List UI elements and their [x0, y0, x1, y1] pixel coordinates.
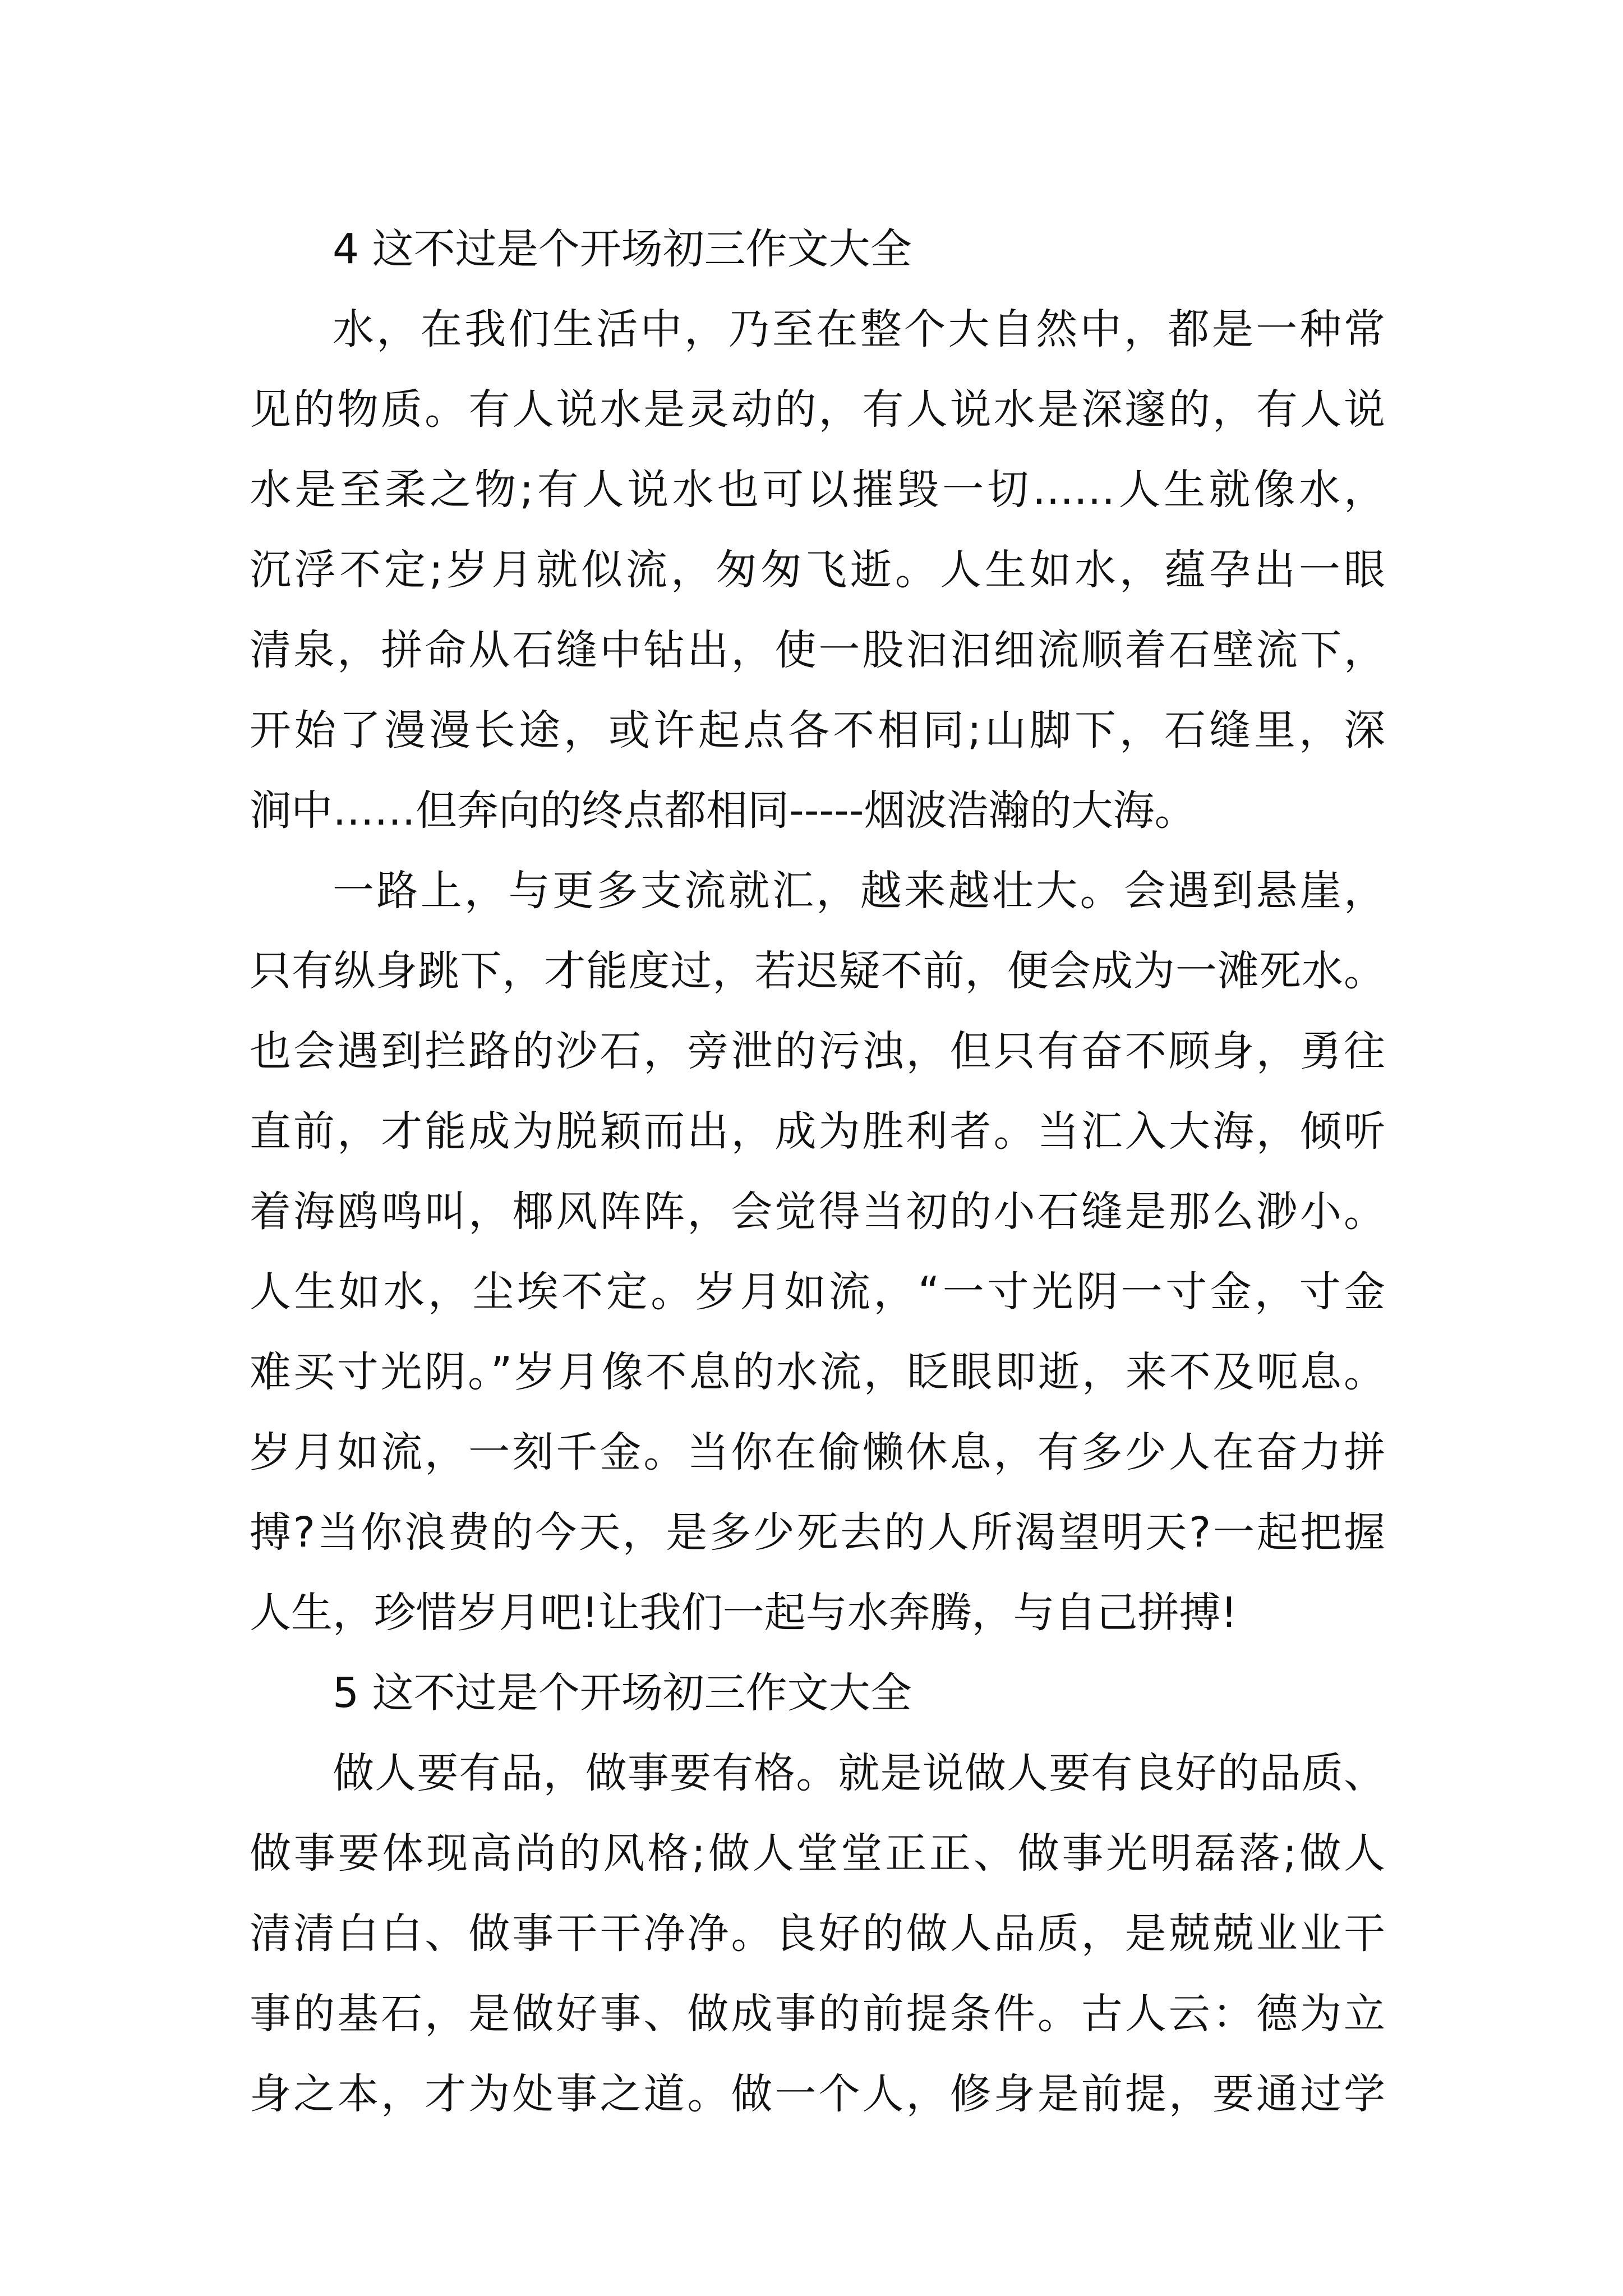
- text-line: 人生如水，尘埃不定。岁月如流，“一寸光阴一寸金，寸金: [250, 1268, 1385, 1316]
- text-line: 只有纵身跳下，才能度过，若迟疑不前，便会成为一滩死水。: [250, 947, 1385, 995]
- text-line: 也会遇到拦路的沙石，旁泄的污浊，但只有奋不顾身，勇往: [250, 1027, 1385, 1075]
- text-line: 搏?当你浪费的今天，是多少死去的人所渴望明天?一起把握: [250, 1508, 1385, 1557]
- text-line: 水是至柔之物;有人说水也可以摧毁一切……人生就像水，: [250, 466, 1385, 514]
- text-line: 涧中……但奔向的终点都相同-----烟波浩瀚的大海。: [250, 786, 1196, 835]
- text-line: 直前，才能成为脱颖而出，成为胜利者。当汇入大海，倾听: [250, 1107, 1385, 1156]
- text-line: 清泉，拼命从石缝中钻出，使一股汩汩细流顺着石壁流下，: [250, 626, 1385, 674]
- paragraph-first-line: 4 这不过是个开场初三作文大全: [333, 225, 912, 273]
- text-line: 难买寸光阴。”岁月像不息的水流，眨眼即逝，来不及呃息。: [250, 1348, 1385, 1396]
- text-line: 人生，珍惜岁月吧!让我们一起与水奔腾，与自己拼搏!: [250, 1589, 1238, 1637]
- paragraph-first-line: 一路上，与更多支流就汇，越来越壮大。会遇到悬崖，: [333, 867, 1385, 915]
- paragraph-first-line: 水，在我们生活中，乃至在整个大自然中，都是一种常: [333, 305, 1385, 353]
- text-line: 岁月如流，一刻千金。当你在偷懒休息，有多少人在奋力拼: [250, 1428, 1385, 1476]
- paragraph-first-line: 5 这不过是个开场初三作文大全: [333, 1669, 912, 1717]
- text-line: 身之本，才为处事之道。做一个人，修身是前提，要通过学: [250, 2070, 1385, 2118]
- document-body: [250, 209, 1385, 2134]
- text-line: 开始了漫漫长途，或许起点各不相同;山脚下，石缝里，深: [250, 706, 1385, 754]
- text-line: 事的基石，是做好事、做成事的前提条件。古人云：德为立: [250, 1990, 1385, 2038]
- text-line: 着海鸥鸣叫，椰风阵阵，会觉得当初的小石缝是那么渺小。: [250, 1188, 1385, 1236]
- text-line: 见的物质。有人说水是灵动的，有人说水是深邃的，有人说: [250, 385, 1385, 434]
- text-line: 沉浮不定;岁月就似流，匆匆飞逝。人生如水，蕴孕出一眼: [250, 546, 1385, 594]
- paragraph-first-line: 做人要有品，做事要有格。就是说做人要有良好的品质、: [333, 1749, 1385, 1797]
- text-line: 清清白白、做事干干净净。良好的做人品质，是兢兢业业干: [250, 1910, 1385, 1958]
- text-line: 做事要体现高尚的风格;做人堂堂正正、做事光明磊落;做人: [250, 1829, 1385, 1878]
